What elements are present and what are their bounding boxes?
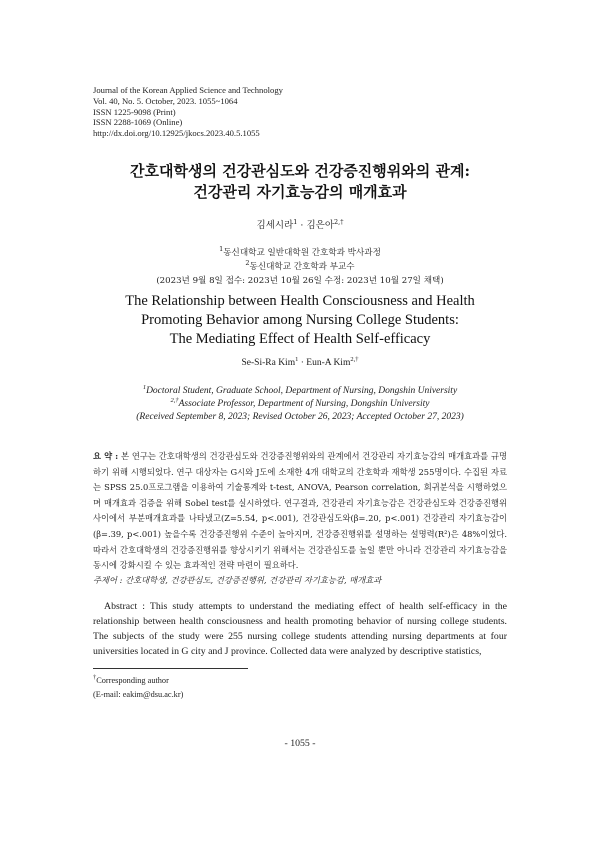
- english-author-separator: ·: [298, 358, 307, 368]
- english-title-line1: The Relationship between Health Consciousness and Health: [125, 293, 475, 309]
- english-author2: Eun-A Kim: [306, 358, 351, 368]
- korean-title-line2: 건강관리 자기효능감의 매개효과: [193, 183, 407, 201]
- korean-abstract-label: 요 약 :: [93, 451, 119, 461]
- english-aff2: [0, 398, 600, 411]
- korean-abstract: [93, 449, 507, 574]
- english-aff1: [0, 385, 600, 398]
- korean-dates: (2023년 9월 8일 접수: 2023년 10월 26일 수정: 2023년 10월 27일 채택): [156, 276, 444, 286]
- footnote-author: [93, 674, 183, 688]
- footnote: [93, 674, 183, 702]
- journal-header: [93, 85, 283, 139]
- korean-affiliations: [0, 246, 600, 288]
- korean-title: [0, 161, 600, 203]
- english-abstract-body: This study attempts to understand the mediating effect of health self-efficacy in the relationship between health consciousness and health promoting behavior of nursing college students. The subjects of the study were 255 nursing college students attending nursing departments at four universities located in G city and J province. Collected data were analyzed by descriptive statistics,: [93, 601, 507, 657]
- english-author1-sup: 1: [295, 355, 299, 363]
- footnote-divider: [93, 668, 248, 669]
- issn-print: ISSN 1225-9098 (Print): [93, 106, 176, 117]
- english-author1: Se-Si-Ra Kim: [241, 358, 296, 368]
- english-author2-sup: 2,†: [350, 355, 359, 363]
- english-dates: (Received September 8, 2023; Revised October 26, 2023; Accepted October 27, 2023): [136, 412, 464, 422]
- korean-aff2-text: 동신대학교 간호학과 부교수: [249, 262, 355, 272]
- author-separator: ·: [297, 220, 307, 231]
- korean-aff2-sup: 2: [245, 259, 250, 268]
- english-aff1-sup: 1: [142, 383, 147, 391]
- korean-aff1-text: 동신대학교 일반대학원 간호학과 박사과정: [223, 248, 381, 258]
- footnote-marker: †: [93, 674, 97, 682]
- footnote-line1: Corresponding author: [96, 676, 169, 685]
- english-authors: [0, 355, 600, 368]
- english-aff1-text: Doctoral Student, Graduate School, Department of Nursing, Dongshin University: [146, 386, 458, 396]
- korean-author2-sup: 2,†: [334, 217, 344, 226]
- english-title: [0, 292, 600, 349]
- english-title-line3: The Mediating Effect of Health Self-efficacy: [169, 331, 431, 347]
- korean-author1-sup: 1: [293, 217, 298, 226]
- journal-name: Journal of the Korean Applied Science and Technology: [93, 85, 283, 95]
- english-title-line2: Promoting Behavior among Nursing College Students:: [141, 312, 459, 328]
- english-affiliations: [0, 385, 600, 424]
- page-number: - 1055 -: [284, 738, 316, 749]
- korean-author2: 김은아: [306, 220, 334, 231]
- korean-author1: 김세시라: [256, 220, 294, 231]
- korean-aff1-sup: 1: [219, 245, 224, 254]
- footnote-email: (E-mail: eakim@dsu.ac.kr): [93, 690, 184, 699]
- korean-aff2: [0, 260, 600, 274]
- korean-keywords: [93, 574, 507, 586]
- english-aff2-text: Associate Professor, Department of Nursing, Dongshin University: [178, 399, 430, 409]
- korean-keywords-body: 간호대학생, 건강관심도, 건강증진행위, 건강관리 자기효능감, 매개효과: [122, 575, 382, 585]
- korean-aff1: [0, 246, 600, 260]
- korean-title-line1: 간호대학생의 건강관심도와 건강증진행위와의 관계:: [130, 162, 470, 180]
- volume-line: Vol. 40, No. 5. October, 2023. 1055~1064: [93, 95, 238, 106]
- english-abstract: [93, 599, 507, 659]
- doi-link[interactable]: http://dx.doi.org/10.12925/jkocs.2023.40.5.1055: [93, 128, 260, 139]
- korean-keywords-label: 주제어 :: [93, 575, 123, 585]
- korean-abstract-body: 본 연구는 간호대학생의 건강관심도와 건강증진행위와의 관계에서 건강관리 자기효능감의 매개효과를 규명하기 위해 시행되었다. 연구 대상자는 G시와 J도에 소재한 4개 대학교의 간호학과 재학생 255명이다. 수집된 자료는 SPSS 25.0프로그램을 이용하여 기술통계와 t-test, ANOVA, Pearson correlation, 회귀분석을 시행하였으며 매개효과 검증을 위해 Sobel test를 실시하였다. 연구결과, 건강관리 자기효능감은 건강관심도와 건강증진행위 사이에서 부분매개효과를 나타냈고(Z=5.54, p<.001), 건강관심도와(β=.20, p<.001) 건강관리 자기효능감이(β=.39, p<.001) 높을수록 건강증진행위 수준이 높아지며, 건강증진행위를 설명하는 설명력(R²)은 48%이었다. 따라서 간호대학생의 건강증진행위를 향상시키기 위해서는 건강관심도를 높일 뿐만 아니라 건강관리 자기효능감을 동시에 강화시킬 수 있는 효과적인 전략 마련이 필요하다.: [93, 451, 507, 571]
- english-aff2-sup: 2,†: [170, 396, 179, 404]
- english-abstract-label: Abstract :: [104, 601, 145, 612]
- korean-authors: [0, 217, 600, 231]
- issn-online: ISSN 2288-1069 (Online): [93, 117, 183, 128]
